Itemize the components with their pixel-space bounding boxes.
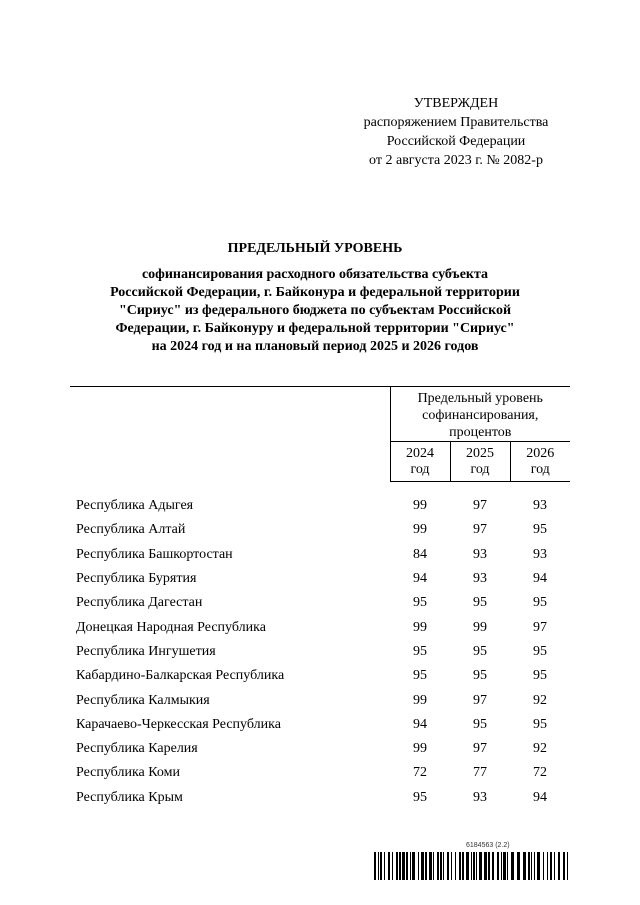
document-footer bbox=[374, 842, 570, 880]
table-row bbox=[70, 688, 570, 712]
value-2026: 92 bbox=[533, 741, 547, 757]
year-label: 2025 bbox=[466, 445, 494, 461]
value-2025: 95 bbox=[473, 668, 487, 684]
region-name: Республика Адыгея bbox=[76, 498, 194, 514]
value-2026: 95 bbox=[533, 643, 547, 659]
approval-line-4: от 2 августа 2023 г. № 2082-р bbox=[369, 153, 543, 168]
document-subtitle bbox=[60, 266, 570, 356]
header-line: Предельный уровень bbox=[417, 391, 543, 406]
document-title: ПРЕДЕЛЬНЫЙ УРОВЕНЬ bbox=[227, 241, 403, 256]
year-suffix: год bbox=[470, 461, 490, 477]
value-2025: 97 bbox=[473, 522, 487, 538]
value-2026: 94 bbox=[533, 571, 547, 587]
region-name: Республика Алтай bbox=[76, 522, 186, 538]
value-2024: 99 bbox=[413, 522, 427, 538]
barcode-icon bbox=[374, 852, 570, 880]
value-2024: 94 bbox=[413, 716, 427, 732]
value-2025: 93 bbox=[473, 571, 487, 587]
table-row bbox=[70, 664, 570, 688]
year-header-2024 bbox=[390, 442, 450, 482]
table-row bbox=[70, 713, 570, 737]
value-2026: 94 bbox=[533, 789, 547, 805]
value-2026: 95 bbox=[533, 595, 547, 611]
year-label: 2026 bbox=[526, 445, 555, 461]
region-name: Республика Карелия bbox=[76, 741, 198, 757]
table-row bbox=[70, 615, 570, 639]
region-name: Республика Башкортостан bbox=[76, 546, 233, 562]
table-row bbox=[70, 761, 570, 785]
subtitle-line: на 2024 год и на плановый период 2025 и 2026 годов bbox=[151, 339, 479, 354]
region-name: Республика Ингушетия bbox=[76, 643, 216, 659]
value-2024: 95 bbox=[413, 789, 427, 805]
value-2026: 95 bbox=[533, 522, 547, 538]
region-name: Республика Калмыкия bbox=[76, 692, 210, 708]
approval-line-1: УТВЕРЖДЕН bbox=[413, 96, 499, 111]
value-2024: 99 bbox=[413, 498, 427, 514]
value-2026: 95 bbox=[533, 668, 547, 684]
approval-line-2: распоряжением Правительства bbox=[363, 115, 549, 130]
region-name: Республика Крым bbox=[76, 789, 183, 805]
value-2024: 72 bbox=[413, 765, 427, 781]
value-2025: 97 bbox=[473, 692, 487, 708]
year-header-2026 bbox=[510, 442, 570, 482]
subtitle-line: софинансирования расходного обязательства субъекта bbox=[141, 267, 489, 282]
value-2024: 95 bbox=[413, 595, 427, 611]
header-line: процентов bbox=[449, 425, 512, 440]
value-2025: 97 bbox=[473, 498, 487, 514]
table-row bbox=[70, 567, 570, 591]
region-name: Республика Дагестан bbox=[76, 595, 203, 611]
subtitle-line: Российской Федерации, г. Байконура и федеральной территории bbox=[110, 285, 520, 300]
value-2024: 99 bbox=[413, 692, 427, 708]
value-2024: 95 bbox=[413, 668, 427, 684]
value-2024: 94 bbox=[413, 571, 427, 587]
value-2026: 95 bbox=[533, 716, 547, 732]
year-suffix: год bbox=[530, 461, 550, 477]
value-2024: 99 bbox=[413, 619, 427, 635]
table-row bbox=[70, 737, 570, 761]
value-2026: 93 bbox=[533, 498, 547, 514]
value-2026: 93 bbox=[533, 546, 547, 562]
document-code: 6184563 (2.2) bbox=[466, 842, 510, 849]
value-2024: 99 bbox=[413, 741, 427, 757]
table-row bbox=[70, 494, 570, 518]
region-name: Карачаево-Черкесская Республика bbox=[76, 716, 281, 732]
year-suffix: год bbox=[410, 461, 430, 477]
region-name: Донецкая Народная Республика bbox=[76, 619, 266, 635]
region-name: Республика Коми bbox=[76, 765, 180, 781]
year-label: 2024 bbox=[406, 445, 434, 461]
value-2025: 77 bbox=[473, 765, 487, 781]
cofinancing-table bbox=[70, 386, 570, 810]
table-row bbox=[70, 543, 570, 567]
subtitle-line: "Сириус" из федерального бюджета по субъектам Российской bbox=[118, 303, 512, 318]
value-2025: 95 bbox=[473, 716, 487, 732]
table-row bbox=[70, 786, 570, 810]
region-name: Кабардино-Балкарская Республика bbox=[76, 668, 285, 684]
value-2025: 95 bbox=[473, 595, 487, 611]
subtitle-line: Федерации, г. Байконуру и федеральной территории "Сириус" bbox=[115, 321, 515, 336]
value-2025: 97 bbox=[473, 741, 487, 757]
table-row bbox=[70, 640, 570, 664]
region-name: Республика Бурятия bbox=[76, 571, 197, 587]
table-row bbox=[70, 591, 570, 615]
region-header-cell bbox=[70, 387, 390, 482]
header-line: софинансирования, bbox=[422, 408, 539, 423]
value-2025: 99 bbox=[473, 619, 487, 635]
value-2024: 95 bbox=[413, 643, 427, 659]
approval-block bbox=[340, 94, 572, 170]
value-2025: 95 bbox=[473, 643, 487, 659]
year-header-2025 bbox=[450, 442, 510, 482]
value-2026: 72 bbox=[533, 765, 547, 781]
cofinancing-level-header bbox=[390, 387, 570, 442]
value-2025: 93 bbox=[473, 789, 487, 805]
value-2026: 97 bbox=[533, 619, 547, 635]
value-2024: 84 bbox=[413, 546, 427, 562]
approval-line-3: Российской Федерации bbox=[386, 134, 526, 149]
value-2025: 93 bbox=[473, 546, 487, 562]
table-row bbox=[70, 518, 570, 542]
value-2026: 92 bbox=[533, 692, 547, 708]
